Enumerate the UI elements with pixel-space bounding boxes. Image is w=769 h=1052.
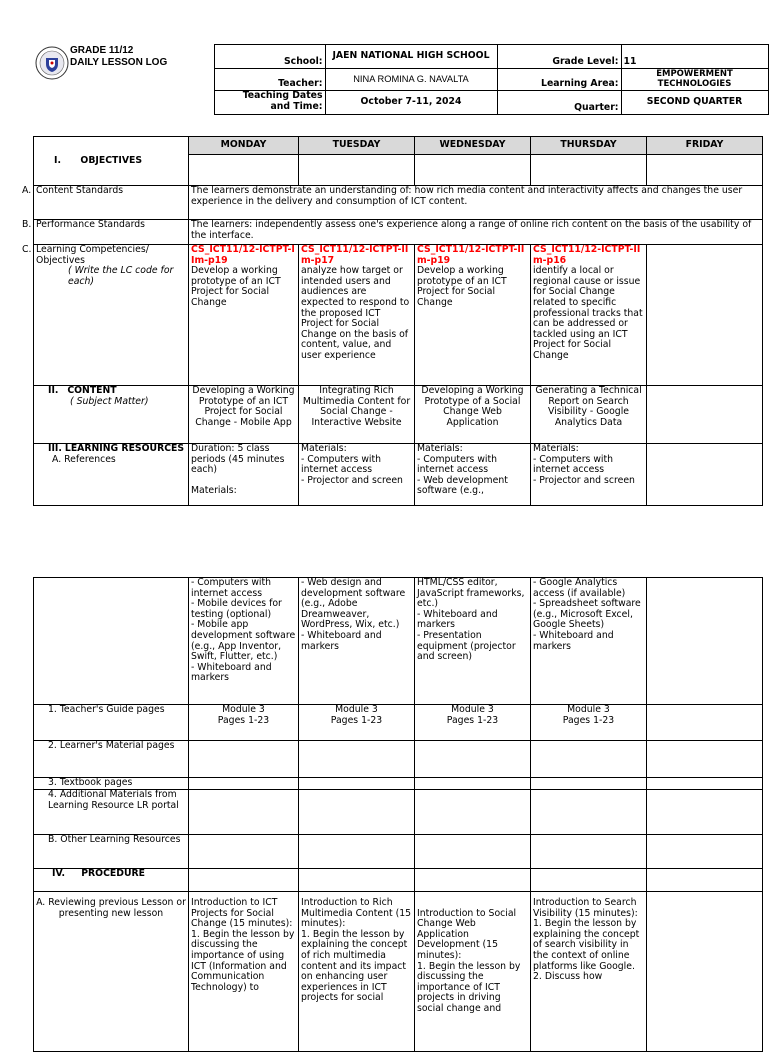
additional-monday [189,790,299,835]
resources-monday: Duration: 5 class periods (45 minutes each) Materials: [189,444,299,506]
content-wednesday: Developing a Working Prototype of a Social Change Web Application [415,386,531,444]
reviewing-wednesday: Introduction to Social Change Web Application Development (15 minutes): 1. Begin the lesson by discussing the importance of ICT projects in driving social change and [415,892,531,1052]
learning-resources-heading [34,444,189,506]
performance-standards-label: B. Performance Standards [34,220,189,245]
textbook-label: 3. Textbook pages [34,778,189,790]
school-label: School: [214,45,325,69]
procedure-tuesday [299,869,415,892]
resources-tuesday: Materials: - Computers with internet access - Projector and screen [299,444,415,506]
competency-tuesday: CS_ICT11/12-ICTPT-IIm-p17 analyze how target or intended users and audiences are expected to respond to the proposed ICT Project for Social Change on the basis of content, value, and user experience [299,245,415,386]
procedure-friday [647,869,763,892]
resources-wednesday: Materials: - Computers with internet access - Web development software (e.g., [415,444,531,506]
teacher-label: Teacher: [214,69,325,91]
textbook-tuesday [299,778,415,790]
quarter-label: Quarter: [497,91,621,115]
competencies-note: ( Write the LC code for each) [68,265,174,287]
content-monday: Developing a Working Prototype of an ICT Project for Social Change - Mobile App [189,386,299,444]
content-standards-label: A. Content Standards [34,186,189,220]
objectives-thursday [531,155,647,186]
learners-material-tuesday [299,741,415,778]
performance-standards-letter: B. [22,219,32,230]
procedure-monday [189,869,299,892]
reviewing-monday: Introduction to ICT Projects for Social Change (15 minutes): 1. Begin the lesson by discussing the importance of using ICT (Information and Communication Technology) to [189,892,299,1052]
learning-resources-label: LEARNING RESOURCES [64,443,185,454]
competency-thursday: CS_ICT11/12-ICTPT-IIm-p16 identify a local or regional cause or issue for Social Change related to specific professional tracks that can be addressed or tackled using an ICT Project for Social Change [531,245,647,386]
header-title-line1: GRADE 11/12 [70,44,134,56]
content-label: CONTENT [67,385,117,396]
additional-materials-label: 4. Additional Materials from Learning Resource LR portal [34,790,189,835]
procedure-label: PROCEDURE [81,868,146,879]
objectives-label: OBJECTIVES [80,154,143,166]
objectives-num: I. [54,154,61,166]
learning-resources-num: III. [48,443,62,454]
objectives-heading [34,137,189,186]
references-label: A. References [52,453,116,465]
resources-cont-thursday: - Google Analytics access (if available) - Spreadsheet software (e.g., Microsoft Excel, Google Sheets) - Whiteboard and markers [531,578,647,705]
learners-material-thursday [531,741,647,778]
textbook-friday [647,778,763,790]
other-resources-label: B. Other Learning Resources [34,835,189,869]
quarter-value: SECOND QUARTER [621,91,768,115]
day-monday: MONDAY [189,137,299,155]
content-tuesday: Integrating Rich Multimedia Content for Social Change - Interactive Website [299,386,415,444]
competency-friday [647,245,763,386]
objectives-wednesday [415,155,531,186]
day-thursday: THURSDAY [531,137,647,155]
resources-cont-label [34,578,189,705]
learners-material-monday [189,741,299,778]
textbook-monday [189,778,299,790]
competencies-label: C. Learning Competencies/ Objectives ( Write the LC code for each) [34,245,189,386]
content-standards-text: The learners demonstrate an understanding of: how rich media content and interactivity affects and changes the user experience in the delivery and consumption of ICT content. [189,186,763,220]
competency-code: CS_ICT11/12-ICTPT-IIm-p19 [417,244,525,266]
day-friday: FRIDAY [647,137,763,155]
competency-code: CS_ICT11/12-ICTPT-IIm-p17 [301,244,409,266]
additional-thursday [531,790,647,835]
reviewing-lesson-label: A. Reviewing previous Lesson or presenting new lesson [34,892,189,1052]
performance-standards-text: The learners: independently assess one's experience along a range of online rich content on the basis of the usability of the interface. [189,220,763,245]
teacher-value: NINA ROMINA G. NAVALTA [325,69,497,91]
teachers-guide-monday: Module 3 Pages 1-23 [189,705,299,741]
reviewing-tuesday: Introduction to Rich Multimedia Content (15 minutes): 1. Begin the lesson by explaining the concept of rich multimedia content and its impact on enhancing user experiences in ICT projects for social [299,892,415,1052]
day-wednesday: WEDNESDAY [415,137,531,155]
resources-cont-wednesday: HTML/CSS editor, JavaScript frameworks, etc.) - Whiteboard and markers - Presentation equipment (projector and screen) [415,578,531,705]
content-thursday: Generating a Technical Report on Search Visibility - Google Analytics Data [531,386,647,444]
teachers-guide-tuesday: Module 3 Pages 1-23 [299,705,415,741]
learners-material-wednesday [415,741,531,778]
learners-material-label: 2. Learner's Material pages [34,741,189,778]
competency-code: CS_ICT11/12-ICTPT-IIm-p16 [533,244,641,266]
textbook-wednesday [415,778,531,790]
competency-wednesday: CS_ICT11/12-ICTPT-IIm-p19 Develop a working prototype of an ICT Project for Social Change [415,245,531,386]
grade-level-label: Grade Level: [497,45,621,69]
learning-area-value: EMPOWERMENT TECHNOLOGIES [621,69,768,91]
procedure-thursday [531,869,647,892]
procedure-wednesday [415,869,531,892]
other-wednesday [415,835,531,869]
grade-level-value: 11 [621,45,768,69]
additional-friday [647,790,763,835]
other-monday [189,835,299,869]
day-tuesday: TUESDAY [299,137,415,155]
resources-friday [647,444,763,506]
additional-tuesday [299,790,415,835]
objectives-tuesday [299,155,415,186]
competency-monday: CS_ICT11/12-ICTPT-IIm-p19 Develop a working prototype of an ICT Project for Social Change [189,245,299,386]
resources-thursday: Materials: - Computers with internet access - Projector and screen [531,444,647,506]
teaching-dates-label: Teaching Dates and Time: [214,91,325,115]
teachers-guide-label: 1. Teacher's Guide pages [34,705,189,741]
header-title-line2: DAILY LESSON LOG [70,56,168,68]
teachers-guide-wednesday: Module 3 Pages 1-23 [415,705,531,741]
other-tuesday [299,835,415,869]
reviewing-thursday: Introduction to Search Visibility (15 minutes): 1. Begin the lesson by explaining the concept of search visibility in the context of online platforms like Google. 2. Discuss how [531,892,647,1052]
header-title [33,45,214,115]
resources-cont-friday [647,578,763,705]
textbook-thursday [531,778,647,790]
teaching-dates-value: October 7-11, 2024 [325,91,497,115]
content-heading [34,386,189,444]
objectives-monday [189,155,299,186]
teachers-guide-friday [647,705,763,741]
learning-area-label: Learning Area: [497,69,621,91]
additional-wednesday [415,790,531,835]
competencies-letter: C. [22,244,32,255]
procedure-heading [34,869,189,892]
other-friday [647,835,763,869]
lesson-table-page1 [22,136,763,506]
resources-cont-tuesday: - Web design and development software (e.g., Adobe Dreamweaver, WordPress, Wix, etc.) - Whiteboard and markers [299,578,415,705]
teachers-guide-thursday: Module 3 Pages 1-23 [531,705,647,741]
resources-cont-monday: - Computers with internet access - Mobile devices for testing (optional) - Mobile app development software (e.g., App Inventor, Swift, Flutter, etc.) - Whiteboard and markers [189,578,299,705]
content-friday [647,386,763,444]
other-thursday [531,835,647,869]
content-sub: ( Subject Matter) [70,395,149,407]
learners-material-friday [647,741,763,778]
school-value: JAEN NATIONAL HIGH SCHOOL [325,45,497,69]
objectives-friday [647,155,763,186]
lesson-table-page2 [33,577,763,1052]
header-table [33,44,769,115]
content-standards-letter: A. [22,185,32,196]
reviewing-friday [647,892,763,1052]
competency-code: CS_ICT11/12-ICTPT-IIm-p19 [191,244,295,266]
content-num: II. [48,385,59,396]
procedure-num: IV. [52,868,65,879]
